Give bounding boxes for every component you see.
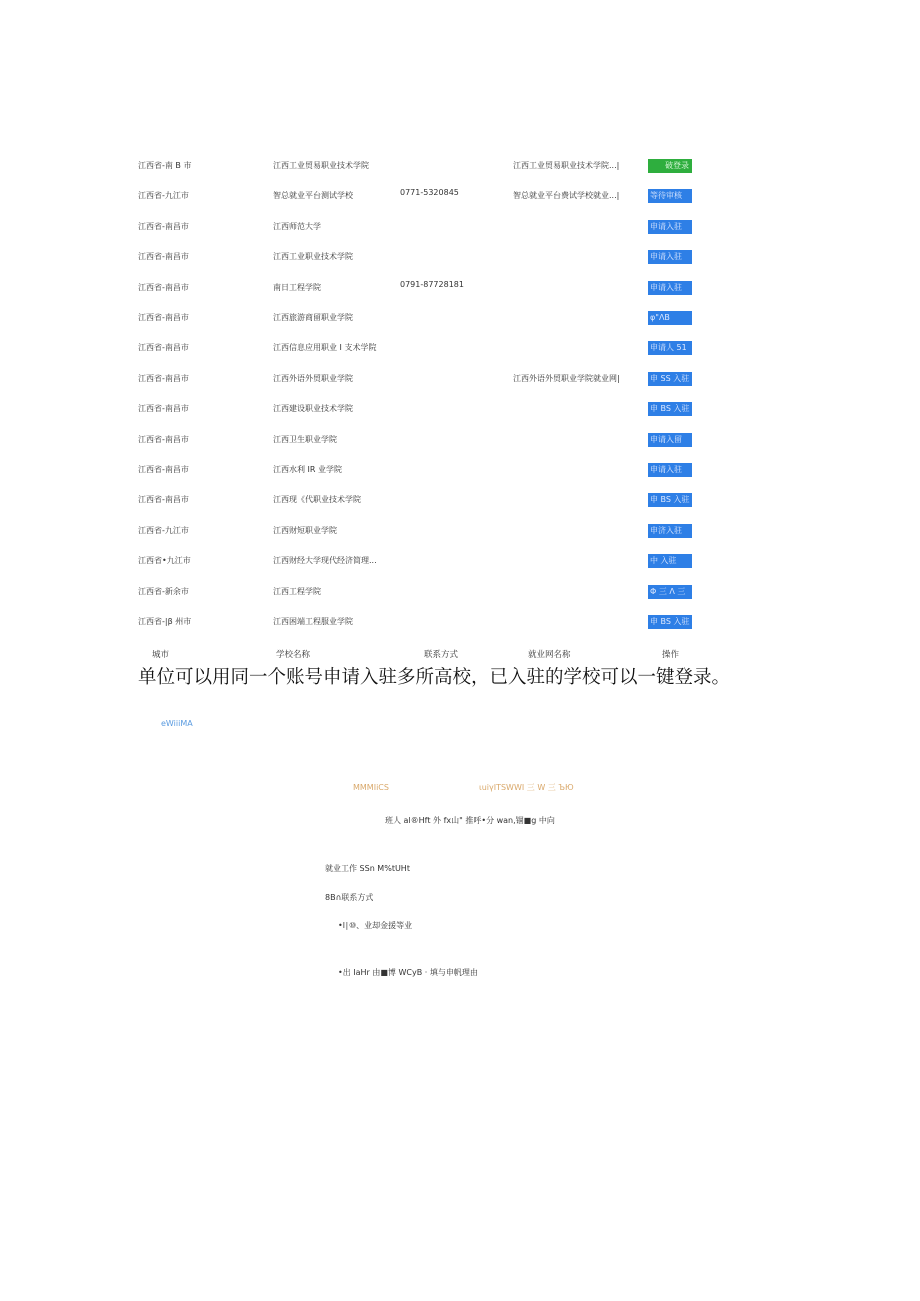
city-cell: 江西省-|β 州市 (138, 617, 192, 626)
apply-button[interactable]: 申 BS 入驻 (648, 402, 692, 416)
school-name-cell: 江西现《代职业技术学院 (273, 495, 361, 505)
header-city: 城市 (152, 650, 170, 660)
apply-button[interactable]: 申 SS 入驻 (648, 372, 692, 386)
form-label-contact: 8B∩联系方式 (325, 893, 374, 902)
apply-button[interactable]: 申请人 51 (648, 341, 692, 355)
instruction-line: 班人 al®Hft 外 fx山" 推呼•分 wan,锢■g 中向 (385, 816, 555, 825)
school-name-cell: 智总就业平台测试学校 (273, 191, 353, 201)
apply-button[interactable]: 申 BS 入驻 (648, 493, 692, 507)
header-school: 学校名称 (276, 650, 311, 660)
apply-button[interactable]: 申请入驻 (648, 463, 692, 477)
school-name-cell: 江西工业职业技术学院 (273, 252, 353, 262)
form-label-reason: •出 IaHr 由■博 WCyB · 填与申帆理由 (338, 968, 478, 977)
contact-cell: 0791-87728181 (400, 279, 464, 289)
table-row (0, 433, 920, 463)
table-row (0, 554, 920, 584)
blue-link[interactable]: eWiiiMA (161, 719, 193, 728)
school-name-cell: 江西困端工程服业学院 (273, 617, 353, 626)
table-row (0, 402, 920, 432)
table-row (0, 189, 920, 219)
city-cell: 江西省-南昌市 (138, 343, 189, 353)
table-row (0, 281, 920, 311)
site-name-cell: 江西外语外贸职业学院就业网| (513, 373, 620, 383)
city-cell: 江西省-南昌市 (138, 282, 189, 292)
school-name-cell: 江西建设职业技术学院 (273, 404, 353, 414)
school-name-cell: 江西师范大学 (273, 221, 321, 231)
apply-button[interactable]: 申请入驻 (648, 250, 692, 264)
school-name-cell: 江西旅游商留职业学院 (273, 313, 353, 322)
apply-button[interactable]: φ"ΛB (648, 311, 692, 325)
table-row (0, 585, 920, 615)
city-cell: 江西省-九江市 (138, 191, 189, 201)
city-cell: 江西省-九江市 (138, 525, 189, 535)
tan-label-right: ιuiγΙΤSWWI 三 W 三 ЪЮ (479, 783, 574, 792)
school-name-cell: 江西水利 IR 业学院 (273, 465, 343, 474)
table-row (0, 341, 920, 371)
city-cell: 江西省•九江市 (138, 556, 191, 566)
city-cell: 江西省-南昌市 (138, 465, 189, 474)
school-name-cell: 江西信息应用职业 I 支术学院 (273, 343, 377, 353)
table-row (0, 250, 920, 280)
header-contact: 联系方式 (424, 650, 459, 660)
apply-button[interactable]: 申济入驻 (648, 524, 692, 538)
school-name-cell: 江西工程学院 (273, 586, 321, 596)
school-name-cell: 江西财经大学现代经济简理... (273, 556, 377, 566)
city-cell: 江西省-新余市 (138, 586, 189, 596)
site-name-cell: 智总就业平台费试学校就业...| (513, 191, 620, 201)
apply-button[interactable]: 申请入留 (648, 433, 692, 447)
city-cell: 江西省-南昌市 (138, 252, 189, 262)
school-name-cell: 江西卫生职业学院 (273, 434, 337, 444)
apply-button[interactable]: Φ 三 Λ 三 (648, 585, 692, 599)
city-cell: 江西省-南昌市 (138, 495, 189, 505)
apply-button[interactable]: 申 BS 入驻 (648, 615, 692, 629)
table-row (0, 524, 920, 554)
table-row (0, 493, 920, 523)
table-row (0, 615, 920, 645)
city-cell: 江西省-南昌市 (138, 221, 189, 231)
city-cell: 江西省-南昌市 (138, 404, 189, 414)
apply-button[interactable]: 中 入驻 (648, 554, 692, 568)
city-cell: 江西省-南昌市 (138, 373, 189, 383)
table-row (0, 311, 920, 341)
header-action: 操作 (662, 650, 680, 660)
city-cell: 江西省-南昌市 (138, 434, 189, 444)
apply-button[interactable]: 申请入驻 (648, 220, 692, 234)
apply-button[interactable]: 申请入驻 (648, 281, 692, 295)
table-row (0, 372, 920, 402)
site-name-cell: 江西工业贸易职业技术学院...| (513, 161, 620, 170)
form-label-work: 就业工作 SSn M%tUHt (325, 864, 410, 873)
school-name-cell: 江西财短职业学院 (273, 525, 337, 535)
header-site: 就业网名称 (528, 650, 571, 660)
school-name-cell: 南日工程学院 (273, 282, 321, 292)
table-row (0, 220, 920, 250)
contact-cell: 0771-5320845 (400, 188, 459, 198)
school-name-cell: 江西外语外贸职业学院 (273, 373, 353, 383)
form-label-item: •l∣⑩、业却金援等业 (338, 921, 413, 930)
city-cell: 江西省-南 B 市 (138, 161, 192, 170)
tan-label-left: MMMIiCS (353, 783, 389, 792)
table-row (0, 159, 920, 189)
notice-text: 单位可以用同一个账号申请入驻多所高校，已入驻的学校可以一键登录。 (138, 667, 731, 688)
login-button[interactable]: 破登录 (648, 159, 692, 173)
city-cell: 江西省-南昌市 (138, 313, 189, 322)
school-name-cell: 江西工业贸易职业技术学院 (273, 161, 369, 170)
pending-review-button[interactable]: 等待审核 (648, 189, 692, 203)
table-row (0, 463, 920, 493)
